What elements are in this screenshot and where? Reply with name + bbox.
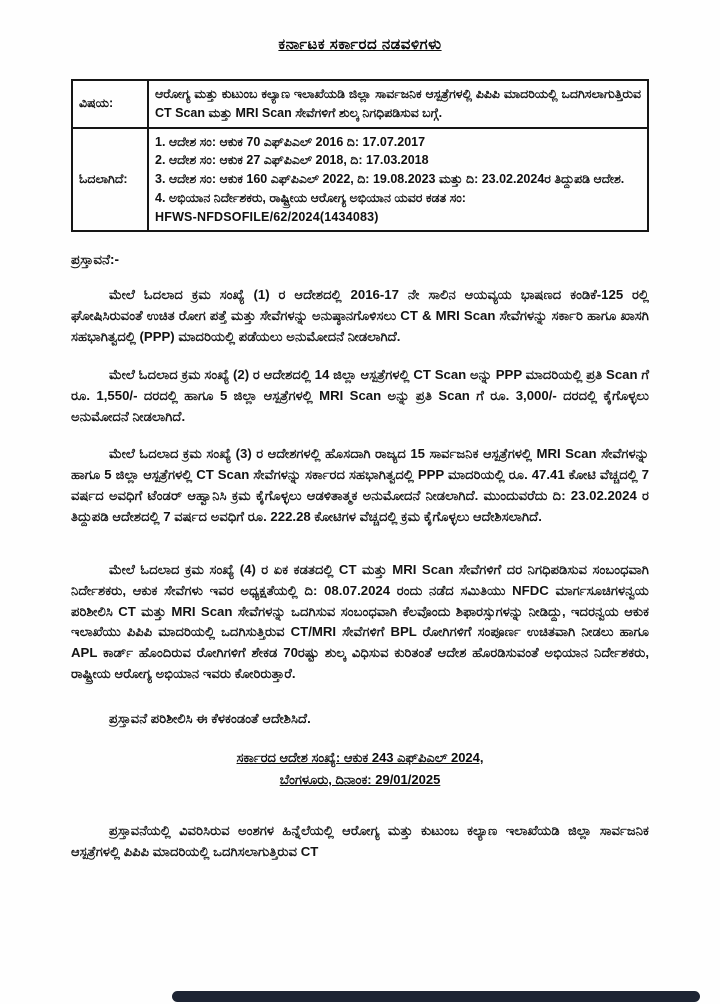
read-row <box>72 128 648 232</box>
read-content-cell <box>148 128 648 232</box>
order-number-block <box>71 747 649 791</box>
subject-text-cell: ಆರೋಗ್ಯ ಮತ್ತು ಕುಟುಂಬ ಕಲ್ಯಾಣ ಇಲಾಖೆಯಡಿ ಜಿಲ್ಲಾ ಸಾರ್ವಜನಿಕ ಆಸ್ಪತ್ರೆಗಳಲ್ಲಿ ಪಿಪಿಪಿ ಮಾದರಿಯಲ್ಲಿ ಒದಗಿಸಲಾಗುತ್ತಿರುವ CT Scan ಮತ್ತು MRI Scan ಸೇವೆಗಳಿಗೆ ಶುಲ್ಕ ನಿಗಧಿಪಡಿಸುವ ಬಗ್ಗೆ. <box>148 80 648 128</box>
preamble-heading: ಪ್ರಸ್ತಾವನೆ:- <box>71 252 120 268</box>
read-list-item: 2. ಆದೇಶ ಸಂ: ಆಕುಕ 27 ಎಫ್‌ಪಿಎಲ್ 2018, ದಿ: 17.03.2018 <box>155 153 429 168</box>
order-intro-line: ಪ್ರಸ್ತಾವನೆ ಪರಿಶೀಲಿಸಿ ಈ ಕೆಳಕಂಡಂತೆ ಆದೇಶಿಸಿದೆ. <box>109 711 311 726</box>
read-list-item: 4. ಅಭಿಯಾನ ನಿರ್ದೇಶಕರು, ರಾಷ್ಟ್ರೀಯ ಆರೋಗ್ಯ ಅಭಿಯಾನ ಯವರ ಕಡತ ಸಂ: <box>155 190 466 205</box>
horizontal-scrollbar[interactable] <box>172 991 700 1002</box>
read-file-number: HFWS-NFDSOFILE/62/2024(1434083) <box>155 209 379 224</box>
order-number-line: ಸರ್ಕಾರದ ಆದೇಶ ಸಂಖ್ಯೆ: ಆಕುಕ 243 ಎಫ್‌ಪಿಎಲ್ 2024, <box>236 750 484 765</box>
read-list-item: 1. ಆದೇಶ ಸಂ: ಆಕುಕ 70 ಎಫ್‌ಪಿಎಲ್ 2016 ದಿ: 17.07.2017 <box>155 134 426 149</box>
preamble-paragraph-1: ಮೇಲೆ ಓದಲಾದ ಕ್ರಮ ಸಂಖ್ಯೆ (1) ರ ಆದೇಶದಲ್ಲಿ 2016-17 ನೇ ಸಾಲಿನ ಆಯವ್ಯಯ ಭಾಷಣದ ಕಂಡಿಕೆ-125 ರಲ್ಲಿ ಘೋಷಿಸಿರುವಂತೆ ಉಚಿತ ರೋಗ ಪತ್ತೆ ಮತ್ತು ಸೇವೆಗಳನ್ನು ಅನುಷ್ಠಾನಗೊಳಿಸಲು CT & MRI Scan ಸೇವೆಗಳನ್ನು ಸರ್ಕಾರಿ ಹಾಗೂ ಖಾಸಗಿ ಸಹಭಾಗಿತ್ವದಲ್ಲಿ (PPP) ಮಾದರಿಯಲ್ಲಿ ಪಡೆಯಲು ಅನುಮೋದನೆ ನೀಡಲಾಗಿದೆ. <box>71 287 649 344</box>
subject-read-table <box>71 79 649 232</box>
preamble-paragraph-2: ಮೇಲೆ ಓದಲಾದ ಕ್ರಮ ಸಂಖ್ಯೆ (2) ರ ಆದೇಶದಲ್ಲಿ 14 ಜಿಲ್ಲಾ ಆಸ್ಪತ್ರೆಗಳಲ್ಲಿ CT Scan ಅನ್ನು PPP ಮಾದರಿಯಲ್ಲಿ ಪ್ರತಿ Scan ಗೆ ರೂ. 1,550/- ದರದಲ್ಲಿ ಹಾಗೂ 5 ಜಿಲ್ಲಾ ಆಸ್ಪತ್ರೆಗಳಲ್ಲಿ MRI Scan ಅನ್ನು ಪ್ರತಿ Scan ಗೆ ರೂ. 3,000/- ದರದಲ್ಲಿ ಕೈಗೊಳ್ಳಲು ಅನುಮೋದನೆ ನೀಡಲಾಗಿದೆ. <box>71 366 649 424</box>
read-list <box>155 133 641 227</box>
order-final-paragraph: ಪ್ರಸ್ತಾವನೆಯಲ್ಲಿ ವಿವರಿಸಿರುವ ಅಂಶಗಳ ಹಿನ್ನೆಲೆಯಲ್ಲಿ ಆರೋಗ್ಯ ಮತ್ತು ಕುಟುಂಬ ಕಲ್ಯಾಣ ಇಲಾಖೆಯಡಿ ಜಿಲ್ಲಾ ಸಾರ್ವಜನಿಕ ಆಸ್ಪತ್ರೆಗಳಲ್ಲಿ ಪಿಪಿಪಿ ಮಾದರಿಯಲ್ಲಿ ಒದಗಿಸಲಾಗುತ್ತಿರುವ CT <box>71 823 649 860</box>
preamble-paragraph-3: ಮೇಲೆ ಓದಲಾದ ಕ್ರಮ ಸಂಖ್ಯೆ (3) ರ ಆದೇಶಗಳಲ್ಲಿ ಹೊಸದಾಗಿ ರಾಜ್ಯದ 15 ಸಾರ್ವಜನಿಕ ಆಸ್ಪತ್ರೆಗಳಲ್ಲಿ MRI Scan ಸೇವೆಗಳನ್ನು ಹಾಗೂ 5 ಜಿಲ್ಲಾ ಆಸ್ಪತ್ರೆಗಳಲ್ಲಿ CT Scan ಸೇವೆಗಳನ್ನು ಸರ್ಕಾರದ ಸಹಭಾಗಿತ್ವದಲ್ಲಿ PPP ಮಾದರಿಯಲ್ಲಿ ರೂ. 47.41 ಕೋಟಿ ವೆಚ್ಚದಲ್ಲಿ 7 ವರ್ಷದ ಅವಧಿಗೆ ಟೆಂಡರ್ ಆಹ್ವಾನಿಸಿ ಕ್ರಮ ಕೈಗೊಳ್ಳಲು ಆಡಳಿತಾತ್ಮಕ ಅನುಮೋದನೆ ನೀಡಲಾಗಿದೆ. ಮುಂದುವರೆದು ದಿ: 23.02.2024 ರ ತಿದ್ದುಪಡಿ ಆದೇಶದಲ್ಲಿ 7 ವರ್ಷದ ಅವಧಿಗೆ ರೂ. 222.28 ಕೋಟಿಗಳ ವೆಚ್ಚದಲ್ಲಿ ಕ್ರಮ ಕೈಗೊಳ್ಳಲು ಆದೇಶಿಸಲಾಗಿದೆ. <box>71 446 649 524</box>
subject-row <box>72 80 648 128</box>
preamble-paragraph-4: ಮೇಲೆ ಓದಲಾದ ಕ್ರಮ ಸಂಖ್ಯೆ (4) ರ ಏಕ ಕಡತದಲ್ಲಿ CT ಮತ್ತು MRI Scan ಸೇವೆಗಳಿಗೆ ದರ ನಿಗಧಿಪಡಿಸುವ ಸಂಬಂಧವಾಗಿ ನಿರ್ದೇಶಕರು, ಆಕುಕ ಸೇವೆಗಳು ಇವರ ಅಧ್ಯಕ್ಷತೆಯಲ್ಲಿ ದಿ: 08.07.2024 ರಂದು ನಡೆದ ಸಮಿತಿಯು NFDC ಮಾರ್ಗಸೂಚಿಗಳನ್ವಯ ಪರಿಶೀಲಿಸಿ CT ಮತ್ತು MRI Scan ಸೇವೆಗಳನ್ನು ಒದಗಿಸುವ ಸಂಬಂಧವಾಗಿ ಕೆಲವೊಂದು ಶಿಫಾರಸ್ಸುಗಳನ್ನು ನೀಡಿದ್ದು, ಇದರನ್ವಯ ಆಕುಕ ಇಲಾಖೆಯು ಪಿಪಿಪಿ ಮಾದರಿಯಲ್ಲಿ ಒದಗಿಸುತ್ತಿರುವ CT/MRI ಸೇವೆಗಳಿಗೆ BPL ರೋಗಿಗಳಿಗೆ ಸಂಪೂರ್ಣ ಉಚಿತವಾಗಿ ನೀಡಲು ಹಾಗೂ APL ಕಾರ್ಡ್ ಹೊಂದಿರುವ ರೋಗಿಗಳಿಗೆ ಶೇಕಡ 70ರಷ್ಟು ಶುಲ್ಕ ವಿಧಿಸುವ ಕುರಿತಂತೆ ಆದೇಶ ಹೊರಡಿಸುವಂತೆ ಅಭಿಯಾನ ನಿರ್ದೇಶಕರು, ರಾಷ್ಟ್ರೀಯ ಆರೋಗ್ಯ ಅಭಿಯಾನ ಇವರು ಕೋರಿರುತ್ತಾರೆ. <box>71 561 649 682</box>
order-body <box>71 252 649 863</box>
document-title: ಕರ್ನಾಟಕ ಸರ್ಕಾರದ ನಡವಳಿಗಳು <box>278 36 442 53</box>
read-label-cell: ಓದಲಾಗಿದೆ: <box>72 128 148 232</box>
subject-label-cell: ವಿಷಯ: <box>72 80 148 128</box>
order-place-date-line: ಬೆಂಗಳೂರು, ದಿನಾಂಕ: 29/01/2025 <box>279 772 441 788</box>
read-list-item: 3. ಆದೇಶ ಸಂ: ಆಕುಕ 160 ಎಫ್‌ಪಿಎಲ್ 2022, ದಿ: 19.08.2023 ಮತ್ತು ದಿ: 23.02.2024ರ ತಿದ್ದುಪಡಿ ಆದೇಶ. <box>155 172 625 186</box>
